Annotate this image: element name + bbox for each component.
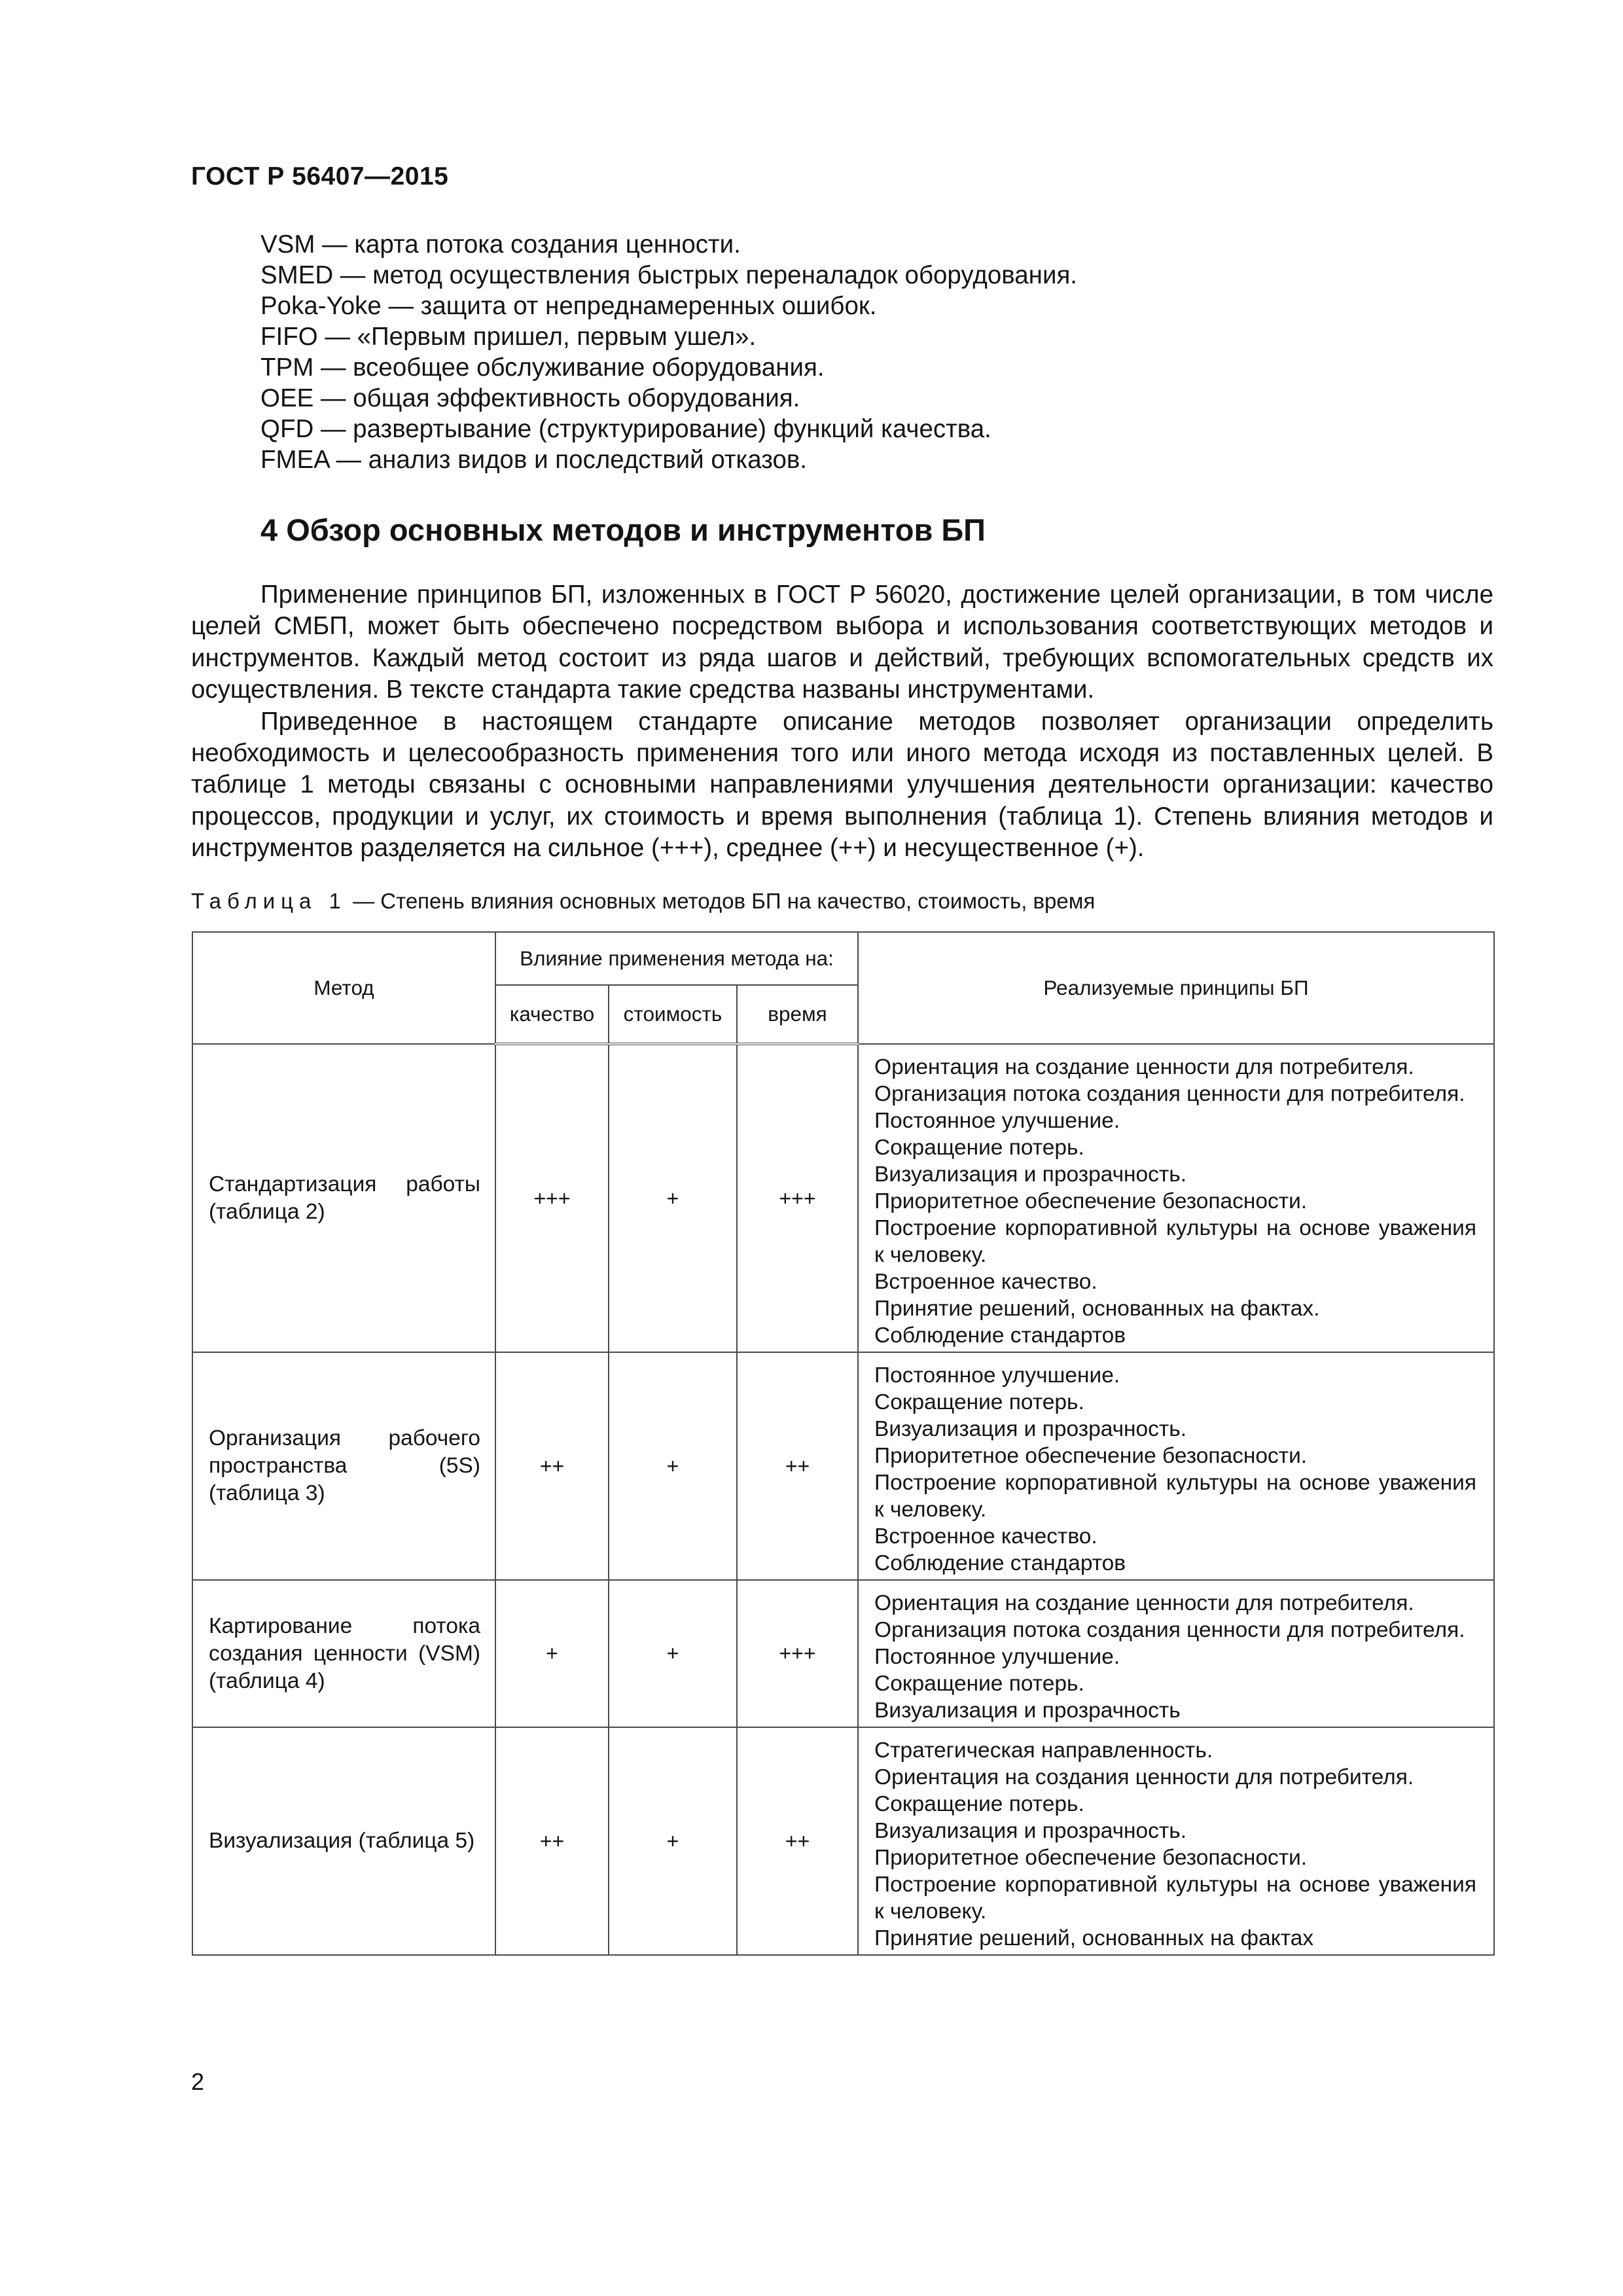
paragraph: Применение принципов БП, изложенных в ГОСТ Р 56020, достижение целей организации, в том числе целей СМБП, может быть обеспечено посредством выбора и использования соответствующих методов и инструментов. Каждый метод состоит из ряда шагов и действий, требующих вспомогательных средств их осуществления. В тексте стандарта такие средства названы инструментами.	[191, 581, 1493, 704]
table-row	[192, 1580, 1494, 1727]
principle-item: Построение корпоративной культуры на основе уважения к человеку.	[874, 1471, 1477, 1522]
quality-mark: +++	[495, 1044, 609, 1352]
table-row	[192, 1044, 1494, 1352]
principle-item: Постоянное улучшение.	[874, 1645, 1120, 1669]
principle-item: Ориентация на создание ценности для потребителя.	[874, 1055, 1414, 1079]
method-name: Организация рабочего пространства (5S) (таблица 3)	[192, 1352, 495, 1580]
abbreviation-item: FIFO — «Первым пришел, первым ушел».	[260, 323, 757, 351]
cost-mark: +	[609, 1580, 737, 1727]
principle-item: Постоянное улучшение.	[874, 1109, 1120, 1133]
quality-mark: ++	[495, 1352, 609, 1580]
methods-table	[192, 931, 1495, 1956]
header-cost: стоимость	[609, 985, 737, 1044]
section-title: 4 Обзор основных методов и инструментов БП	[260, 512, 986, 547]
principle-item: Визуализация и прозрачность.	[874, 1417, 1187, 1441]
cost-mark: +	[609, 1727, 737, 1955]
principles-cell	[858, 1044, 1494, 1352]
principle-item: Соблюдение стандартов	[874, 1323, 1126, 1348]
principle-item: Построение корпоративной культуры на основе уважения к человеку.	[874, 1216, 1477, 1267]
principle-item: Принятие решений, основанных на фактах.	[874, 1297, 1320, 1321]
header-method: Метод	[192, 932, 495, 1044]
principle-item: Соблюдение стандартов	[874, 1551, 1126, 1575]
abbreviation-item: SMED — метод осуществления быстрых переналадок оборудования.	[260, 261, 1077, 289]
principle-item: Встроенное качество.	[874, 1270, 1097, 1294]
document-header: ГОСТ Р 56407—2015	[191, 162, 449, 190]
principle-item: Ориентация на создания ценности для потребителя.	[874, 1765, 1414, 1789]
principle-item: Принятие решений, основанных на фактах	[874, 1926, 1314, 1950]
principle-item: Визуализация и прозрачность.	[874, 1819, 1187, 1843]
principle-item: Ориентация на создание ценности для потребителя.	[874, 1591, 1414, 1615]
principle-item: Визуализация и прозрачность.	[874, 1162, 1187, 1187]
paragraph: Приведенное в настоящем стандарте описание методов позволяет организации определить необходимость и целесообразность применения того или иного метода исходя из поставленных целей. В таблице 1 методы связаны с основными направлениями улучшения деятельности организации: качество процессов, продукции и услуг, их стоимость и время выполнения (таблица 1). Степень влияния методов и инструментов разделяется на сильное (+++), среднее (++) и несущественное (+).	[191, 707, 1493, 863]
abbreviation-list	[260, 229, 1077, 475]
principle-item: Приоритетное обеспечение безопасности.	[874, 1444, 1308, 1468]
table-caption-text: — Степень влияния основных методов БП на качество, стоимость, время	[346, 889, 1096, 913]
cost-mark: +	[609, 1352, 737, 1580]
principle-item: Постоянное улучшение.	[874, 1363, 1120, 1388]
header-quality: качество	[495, 985, 609, 1044]
method-name: Картирование потока создания ценности (VSM) (таблица 4)	[192, 1580, 495, 1727]
principles-cell	[858, 1727, 1494, 1955]
principles-cell	[858, 1352, 1494, 1580]
header-principles: Реализуемые принципы БП	[858, 932, 1494, 1044]
abbreviation-item: TPM — всеобщее обслуживание оборудования.	[260, 353, 825, 382]
principle-item: Встроенное качество.	[874, 1524, 1097, 1549]
principles-cell	[858, 1580, 1494, 1727]
cost-mark: +	[609, 1044, 737, 1352]
method-name: Визуализация (таблица 5)	[192, 1727, 495, 1955]
principle-item: Приоритетное обеспечение безопасности.	[874, 1846, 1308, 1870]
principle-item: Сокращение потерь.	[874, 1390, 1084, 1414]
time-mark: +++	[737, 1580, 858, 1727]
principle-item: Визуализация и прозрачность	[874, 1698, 1181, 1723]
principle-item: Организация потока создания ценности для потребителя.	[874, 1082, 1465, 1106]
abbreviation-item: FMEA — анализ видов и последствий отказов.	[260, 446, 808, 474]
table-caption-label: Таблица 1	[191, 889, 347, 913]
method-name: Стандартизация работы (таблица 2)	[192, 1044, 495, 1352]
principle-item: Сокращение потерь.	[874, 1136, 1084, 1160]
principle-item: Сокращение потерь.	[874, 1792, 1084, 1816]
header-impact: Влияние применения метода на:	[495, 932, 858, 985]
abbreviation-item: QFD — развертывание (структурирование) функций качества.	[260, 415, 991, 443]
time-mark: ++	[737, 1352, 858, 1580]
time-mark: ++	[737, 1727, 858, 1955]
table-row	[192, 1352, 1494, 1580]
principle-item: Приоритетное обеспечение безопасности.	[874, 1189, 1308, 1213]
abbreviation-item: Poka-Yoke — защита от непреднамеренных ошибок.	[260, 292, 877, 320]
table-caption	[191, 889, 1095, 914]
principle-item: Построение корпоративной культуры на основе уважения к человеку.	[874, 1873, 1477, 1924]
principle-item: Организация потока создания ценности для потребителя.	[874, 1618, 1465, 1642]
page-number: 2	[191, 2068, 205, 2095]
abbreviation-item: VSM — карта потока создания ценности.	[260, 230, 741, 259]
quality-mark: ++	[495, 1727, 609, 1955]
abbreviation-item: OEE — общая эффективность оборудования.	[260, 384, 800, 412]
quality-mark: +	[495, 1580, 609, 1727]
body-text	[191, 579, 1493, 865]
time-mark: +++	[737, 1044, 858, 1352]
table-row	[192, 1727, 1494, 1955]
principle-item: Стратегическая направленность.	[874, 1738, 1213, 1763]
principle-item: Сокращение потерь.	[874, 1672, 1084, 1696]
header-time: время	[737, 985, 858, 1044]
